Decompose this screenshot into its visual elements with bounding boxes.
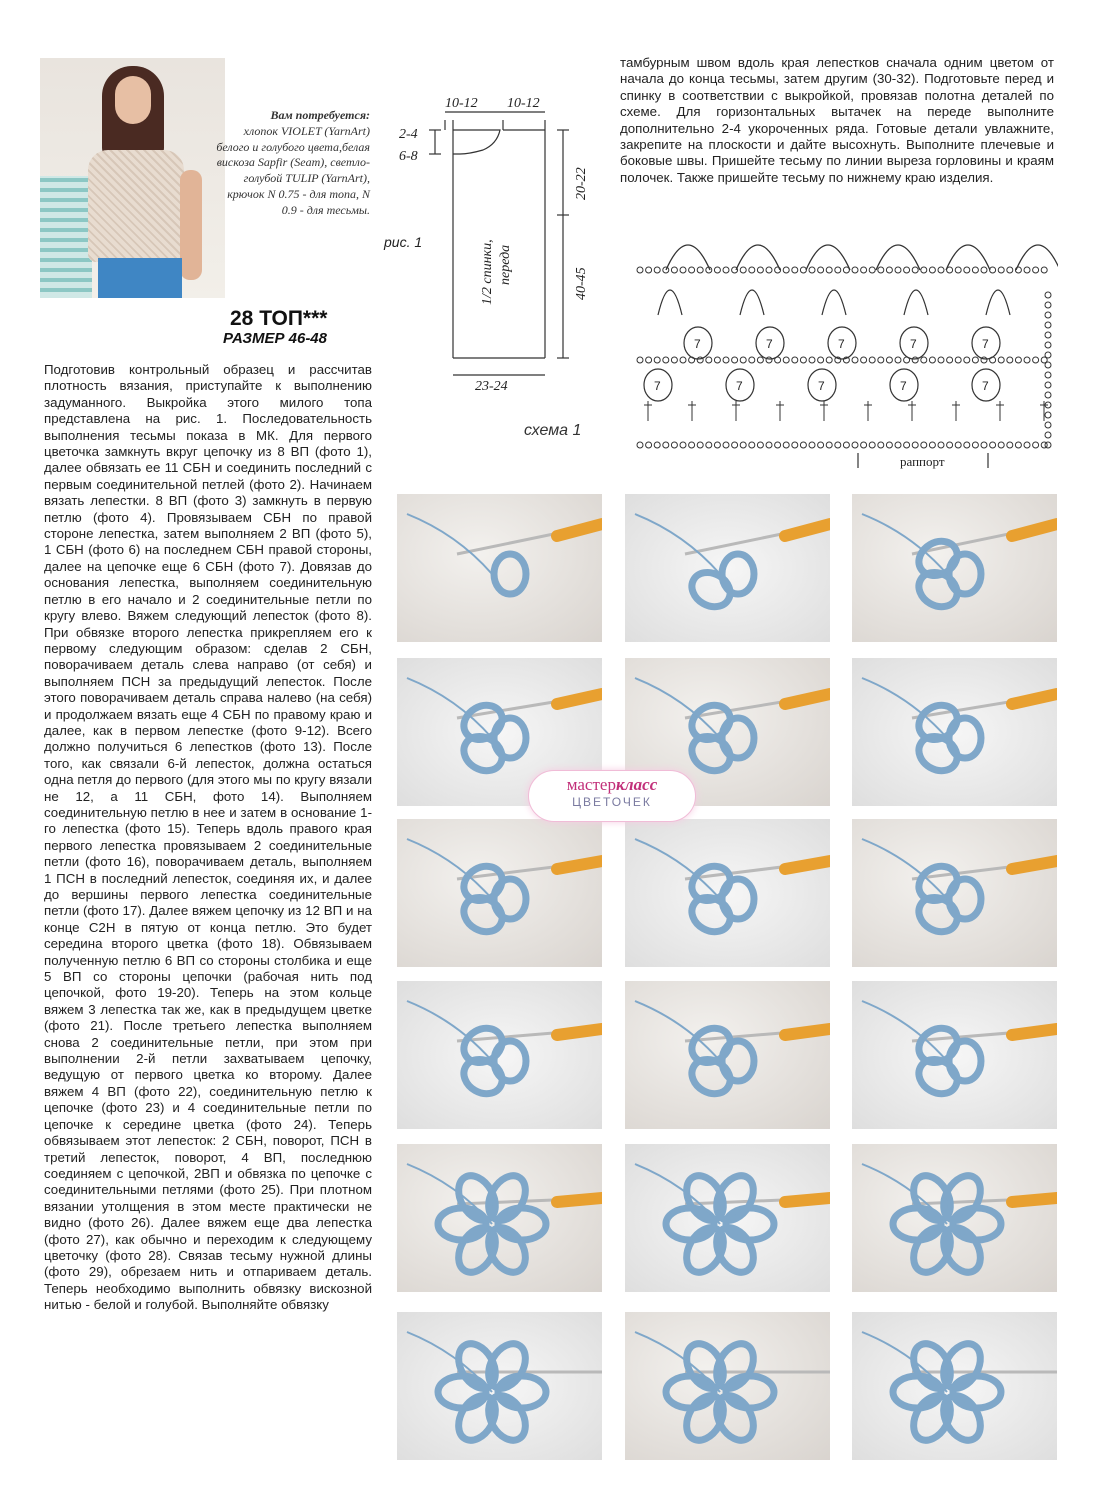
- petal-number: 7: [736, 379, 743, 393]
- chain-stitch: [886, 357, 892, 363]
- chain-stitch: [929, 357, 935, 363]
- edge-stitch: [1045, 382, 1051, 388]
- chain-stitch: [826, 442, 832, 448]
- chain-stitch: [843, 442, 849, 448]
- step-photo: [624, 818, 831, 968]
- petal-number: 7: [982, 379, 989, 393]
- chain-stitch: [663, 442, 669, 448]
- arch: [946, 245, 990, 270]
- chain-stitch: [886, 442, 892, 448]
- chain-stitch: [766, 357, 772, 363]
- chain-stitch: [646, 357, 652, 363]
- chain-stitch: [680, 267, 686, 273]
- chain-stitch: [886, 267, 892, 273]
- chain-stitch: [869, 267, 875, 273]
- model-photo: [40, 58, 225, 298]
- step-photo: [396, 818, 603, 968]
- chain-stitch: [972, 357, 978, 363]
- chain-stitch: [680, 357, 686, 363]
- chain-stitch: [895, 267, 901, 273]
- edge-stitch: [1045, 292, 1051, 298]
- masterclass-subtitle: ЦВЕТОЧЕК: [572, 795, 652, 809]
- chain-stitch: [861, 267, 867, 273]
- diagram-inner-1: 1/2 спинки,: [480, 239, 495, 305]
- step-photo: [851, 657, 1058, 807]
- materials-text: хлопок VIOLET (YarnArt) белого и голубого цвета,белая вискоза Sapfir (Seam), светло-голубой TULIP (YarnArt), крючок N 0.75 - для топа, N 0.9 - для тесьмы.: [216, 123, 370, 217]
- chain-stitch: [1007, 442, 1013, 448]
- chain-stitch: [947, 442, 953, 448]
- chain-stitch: [654, 442, 660, 448]
- edge-stitch: [1045, 332, 1051, 338]
- chain-stitch: [671, 442, 677, 448]
- chain-stitch: [723, 442, 729, 448]
- edge-stitch: [1045, 312, 1051, 318]
- step-photo: [851, 1143, 1058, 1293]
- chain-stitch: [818, 442, 824, 448]
- chain-stitch: [947, 267, 953, 273]
- chain-stitch: [869, 442, 875, 448]
- chain-stitch: [740, 267, 746, 273]
- chain-stitch: [723, 357, 729, 363]
- arch: [1016, 245, 1058, 270]
- pattern-size: РАЗМЕР 46-48: [223, 330, 327, 347]
- chain-stitch: [706, 442, 712, 448]
- edge-stitch: [1045, 352, 1051, 358]
- chain-stitch: [714, 442, 720, 448]
- chain-stitch: [938, 442, 944, 448]
- chain-stitch: [1033, 267, 1039, 273]
- right-column-text: тамбурным швом вдоль края лепестков сначала одним цветом от начала до конца тесьмы, затем другим (30-32). Подготовьте перед и спинку в соответствии с выкройкой, провязав полотна деталей по схеме. Для горизонтальных вытачек на переде выполните дополнительно 2-4 укороченных ряда. Готовые детали увлажните, закрепите на плоскости и дайте высохнуть. Выполните плечевые и боковые швы. Пришейте тесьму по линии выреза горловины и краям полочек. Также пришейте тесьму по нижнему краю изделия.: [620, 55, 1054, 185]
- chain-stitch: [757, 357, 763, 363]
- chain-stitch: [990, 267, 996, 273]
- dim-top-left: 10-12: [445, 96, 478, 111]
- chain-stitch: [680, 442, 686, 448]
- arch: [666, 245, 710, 270]
- masterclass-title-plain: мастер: [566, 775, 616, 794]
- petal: [986, 290, 1010, 315]
- materials-block: [212, 108, 370, 219]
- chain-stitch: [1007, 357, 1013, 363]
- chain-stitch: [998, 442, 1004, 448]
- step-photo: [851, 980, 1058, 1130]
- chain-stitch: [732, 357, 738, 363]
- chain-stitch: [938, 267, 944, 273]
- edge-stitch: [1045, 302, 1051, 308]
- figure-label: рис. 1: [384, 234, 423, 250]
- chain-stitch: [826, 357, 832, 363]
- chain-stitch: [671, 267, 677, 273]
- step-photo: [851, 493, 1058, 643]
- edge-stitch: [1045, 362, 1051, 368]
- step-photo: [396, 493, 603, 643]
- step-photo-illustration: [852, 819, 1057, 967]
- edge-stitch: [1045, 432, 1051, 438]
- step-photo: [624, 1311, 831, 1461]
- chain-stitch: [921, 267, 927, 273]
- chain-stitch: [714, 357, 720, 363]
- step-photo-illustration: [397, 494, 602, 642]
- edge-stitch: [1045, 342, 1051, 348]
- chain-stitch: [964, 267, 970, 273]
- arch: [806, 245, 850, 270]
- step-photo: [851, 1311, 1058, 1461]
- petal: [904, 290, 928, 315]
- chain-stitch: [964, 357, 970, 363]
- chain-stitch: [878, 442, 884, 448]
- petal-number: 7: [900, 379, 907, 393]
- chain-stitch: [955, 267, 961, 273]
- edge-stitch: [1045, 392, 1051, 398]
- pattern-title: 28 ТОП***: [230, 307, 328, 330]
- petal: [822, 290, 846, 315]
- step-photo-illustration: [625, 1144, 830, 1292]
- chain-stitch: [1015, 442, 1021, 448]
- chain-stitch: [1024, 267, 1030, 273]
- chain-stitch: [826, 267, 832, 273]
- chain-stitch: [1007, 267, 1013, 273]
- step-photo-illustration: [852, 494, 1057, 642]
- dim-right-1: 20-22: [574, 167, 589, 200]
- step-photo-illustration: [625, 494, 830, 642]
- chain-stitch: [646, 442, 652, 448]
- chain-stitch: [740, 442, 746, 448]
- petal-number: 7: [818, 379, 825, 393]
- step-photo: [624, 493, 831, 643]
- edge-stitch: [1045, 322, 1051, 328]
- chain-stitch: [800, 357, 806, 363]
- chain-stitch: [809, 442, 815, 448]
- chain-stitch: [800, 442, 806, 448]
- petal: [740, 290, 764, 315]
- step-photo-illustration: [625, 1312, 830, 1460]
- chain-stitch: [783, 357, 789, 363]
- chain-stitch: [835, 442, 841, 448]
- chain-stitch: [904, 267, 910, 273]
- chain-stitch: [1024, 357, 1030, 363]
- chain-stitch: [895, 442, 901, 448]
- chain-stitch: [1033, 357, 1039, 363]
- edge-stitch: [1045, 422, 1051, 428]
- materials-label: Вам потребуется:: [270, 108, 370, 122]
- step-photo: [624, 980, 831, 1130]
- chain-stitch: [706, 357, 712, 363]
- chain-stitch: [852, 267, 858, 273]
- chain-stitch: [852, 357, 858, 363]
- chain-stitch: [912, 442, 918, 448]
- step-photo-illustration: [397, 819, 602, 967]
- step-photo: [396, 980, 603, 1130]
- petal-number: 7: [694, 337, 701, 351]
- chain-stitch: [912, 357, 918, 363]
- chain-stitch: [878, 267, 884, 273]
- petal-number: 7: [838, 337, 845, 351]
- dim-left-1: 2-4: [399, 127, 418, 142]
- edge-stitch: [1045, 442, 1051, 448]
- chain-stitch: [1015, 357, 1021, 363]
- chain-stitch: [775, 442, 781, 448]
- chain-stitch: [637, 442, 643, 448]
- arch: [736, 245, 780, 270]
- chain-stitch: [921, 357, 927, 363]
- chain-stitch: [654, 267, 660, 273]
- chain-stitch: [869, 357, 875, 363]
- chain-stitch: [671, 357, 677, 363]
- chain-stitch: [783, 442, 789, 448]
- chain-stitch: [861, 442, 867, 448]
- step-photo: [396, 1311, 603, 1461]
- chain-stitch: [792, 267, 798, 273]
- chain-stitch: [732, 442, 738, 448]
- chain-stitch: [955, 357, 961, 363]
- chain-stitch: [697, 267, 703, 273]
- left-column-text: Подготовив контрольный образец и рассчитав плотность вязания, приступайте к выполнению задуманного. Выкройка этого милого топа представлена на рис. 1. Последовательность выполнения тесьмы показа в МК. Для первого цветочка замкнуть вкруг цепочку из 8 ВП (фото 1), далее обвязать ее 11 СБН и соединить последний с первым соединительной петлей (фото 2). Начинаем вязать лепестки. 8 ВП (фото 3) замкнуть в первую петлю (фото 4). Провязываем СБН по правой стороне лепестка, затем выполняем 2 ВП (фото 5), 1 СБН (фото 6) на последнем СБН правой стороны, далее на цепочке еще 6 СБН (фото 7). Довязав до основания лепестка, выполняем соединительную петлю в его начало и 2 соединительные петли по кругу влево. Вяжем следующий лепесток (фото 8). При обвязке второго лепестка прикрепляем его к первому следующим образом: сделав 2 СБН, поворачиваем деталь слева направо (от себя) и выполняем ПСН за предыдущий лепесток. После этого поворачиваем деталь справа налево (на себя) и продолжаем вязать еще 4 СБН по правому краю и далее, как в первом лепестке (фото 9-12). Всего должно получиться 6 лепестков (фото 13). После того, как связали 6-й лепесток, должна остаться одна петля до первого (для этого мы по кругу вязали не 12, а 11 СБН, фото 14). Выполняем соединительную петлю в нее и затем в основание 1-го лепестка (фото 15). Теперь вдоль правого края первого лепестка провязываем 2 соединительные петли (фото 16), поворачиваем деталь, выполняем 1 ПСН в последний лепесток, соединяя их, и далее до вершины первого лепестка соединительные петли (фото 17). Далее вяжем цепочку из 12 ВП и на конце С2Н в пятую от конца петлю. Это будет середина второго цветка (фото 18). Обвязываем полученную петлю 6 ВП со стороны столбика и еще 5 ВП со стороны цепочки (рабочая нить под цепочкой, фото 19-20). Теперь на этом кольце вяжем 3 лепестка так же, как в предыдущем цветке (фото 21). После третьего лепестка выполняем снова 2 соединительные петли, при этом при выполнении 2-й петли захватываем цепочку, ведущую от первого цветка ко второму. Далее вяжем 4 ВП (фото 22), соединительную петлю к цепочке (фото 23) и 4 соединительные петли по цепочке к середине цветка (фото 24). Теперь обвязываем этот лепесток: 2 СБН, поворот, ПСН в третий лепесток, поворот, 4 ВП, последнюю соединяем с цепочкой, 2ВП и обвязка по цепочке с соединительными петлями (фото 25). При плотном вязании утолщения в этом месте практически не видно (фото 26). Далее вяжем еще два лепестка (фото 27), как обычно и переходим к следующему цветочку (фото 28). Связав тесьму нужной длины (фото 29), обрезаем нить и отпариваем деталь. Теперь необходимо выполнить обвязку вискозной нитью - белой и голубой. Выполняйте обвязку: [44, 362, 372, 1313]
- chain-stitch: [1033, 442, 1039, 448]
- chain-stitch: [723, 267, 729, 273]
- step-photo-illustration: [852, 981, 1057, 1129]
- chain-stitch: [990, 442, 996, 448]
- chain-stitch: [835, 267, 841, 273]
- chain-stitch: [972, 267, 978, 273]
- chain-stitch: [663, 267, 669, 273]
- step-photo-illustration: [625, 819, 830, 967]
- chain-stitch: [912, 267, 918, 273]
- step-photo-illustration: [852, 1144, 1057, 1292]
- chain-stitch: [981, 267, 987, 273]
- edge-stitch: [1045, 412, 1051, 418]
- pattern-diagram: [395, 90, 605, 390]
- petal: [658, 290, 682, 315]
- chain-stitch: [818, 267, 824, 273]
- chain-stitch: [972, 442, 978, 448]
- dim-top-right: 10-12: [507, 96, 540, 111]
- chain-stitch: [654, 357, 660, 363]
- petal-number: 7: [982, 337, 989, 351]
- chain-stitch: [749, 442, 755, 448]
- chain-stitch: [800, 267, 806, 273]
- photo-grid: [396, 493, 1066, 1503]
- step-photo-illustration: [397, 1312, 602, 1460]
- chain-stitch: [861, 357, 867, 363]
- chain-stitch: [998, 357, 1004, 363]
- chain-stitch: [749, 267, 755, 273]
- chain-stitch: [740, 357, 746, 363]
- chain-stitch: [938, 357, 944, 363]
- chain-stitch: [714, 267, 720, 273]
- petal-number: 7: [766, 337, 773, 351]
- chain-stitch: [843, 267, 849, 273]
- chain-stitch: [689, 442, 695, 448]
- step-photo-illustration: [397, 981, 602, 1129]
- masterclass-title-italic: класс: [615, 775, 658, 794]
- chain-stitch: [964, 442, 970, 448]
- step-photo-illustration: [852, 1312, 1057, 1460]
- chain-stitch: [792, 357, 798, 363]
- step-photo-illustration: [397, 1144, 602, 1292]
- step-photo: [624, 1143, 831, 1293]
- chain-stitch: [697, 442, 703, 448]
- step-photo-illustration: [625, 981, 830, 1129]
- step-photo-illustration: [852, 658, 1057, 806]
- chain-stitch: [749, 357, 755, 363]
- chain-stitch: [689, 267, 695, 273]
- chain-stitch: [766, 442, 772, 448]
- chain-stitch: [929, 267, 935, 273]
- dim-left-2: 6-8: [399, 149, 418, 164]
- chain-stitch: [757, 442, 763, 448]
- chain-stitch: [809, 357, 815, 363]
- diagram-inner-2: переда: [498, 244, 513, 285]
- petal-number: 7: [910, 337, 917, 351]
- chain-stitch: [1041, 267, 1047, 273]
- masterclass-badge: [528, 770, 696, 822]
- petal-number: 7: [654, 379, 661, 393]
- crochet-scheme: [618, 225, 1058, 470]
- chain-stitch: [783, 267, 789, 273]
- chain-stitch: [904, 442, 910, 448]
- edge-stitch: [1045, 372, 1051, 378]
- chain-stitch: [663, 357, 669, 363]
- chain-stitch: [929, 442, 935, 448]
- step-photo: [396, 1143, 603, 1293]
- chain-stitch: [955, 442, 961, 448]
- arch: [876, 245, 920, 270]
- chain-stitch: [921, 442, 927, 448]
- dim-right-2: 40-45: [574, 267, 589, 300]
- chain-stitch: [878, 357, 884, 363]
- chain-stitch: [792, 442, 798, 448]
- chain-stitch: [1024, 442, 1030, 448]
- scheme-label: схема 1: [524, 422, 582, 439]
- chain-stitch: [766, 267, 772, 273]
- chain-stitch: [757, 267, 763, 273]
- chain-stitch: [646, 267, 652, 273]
- chain-stitch: [895, 357, 901, 363]
- chain-stitch: [981, 442, 987, 448]
- chain-stitch: [818, 357, 824, 363]
- repeat-label: раппорт: [900, 454, 945, 469]
- chain-stitch: [852, 442, 858, 448]
- chain-stitch: [637, 267, 643, 273]
- chain-stitch: [637, 357, 643, 363]
- step-photo: [851, 818, 1058, 968]
- chain-stitch: [809, 267, 815, 273]
- chain-stitch: [947, 357, 953, 363]
- chain-stitch: [998, 267, 1004, 273]
- dim-bottom: 23-24: [475, 379, 508, 390]
